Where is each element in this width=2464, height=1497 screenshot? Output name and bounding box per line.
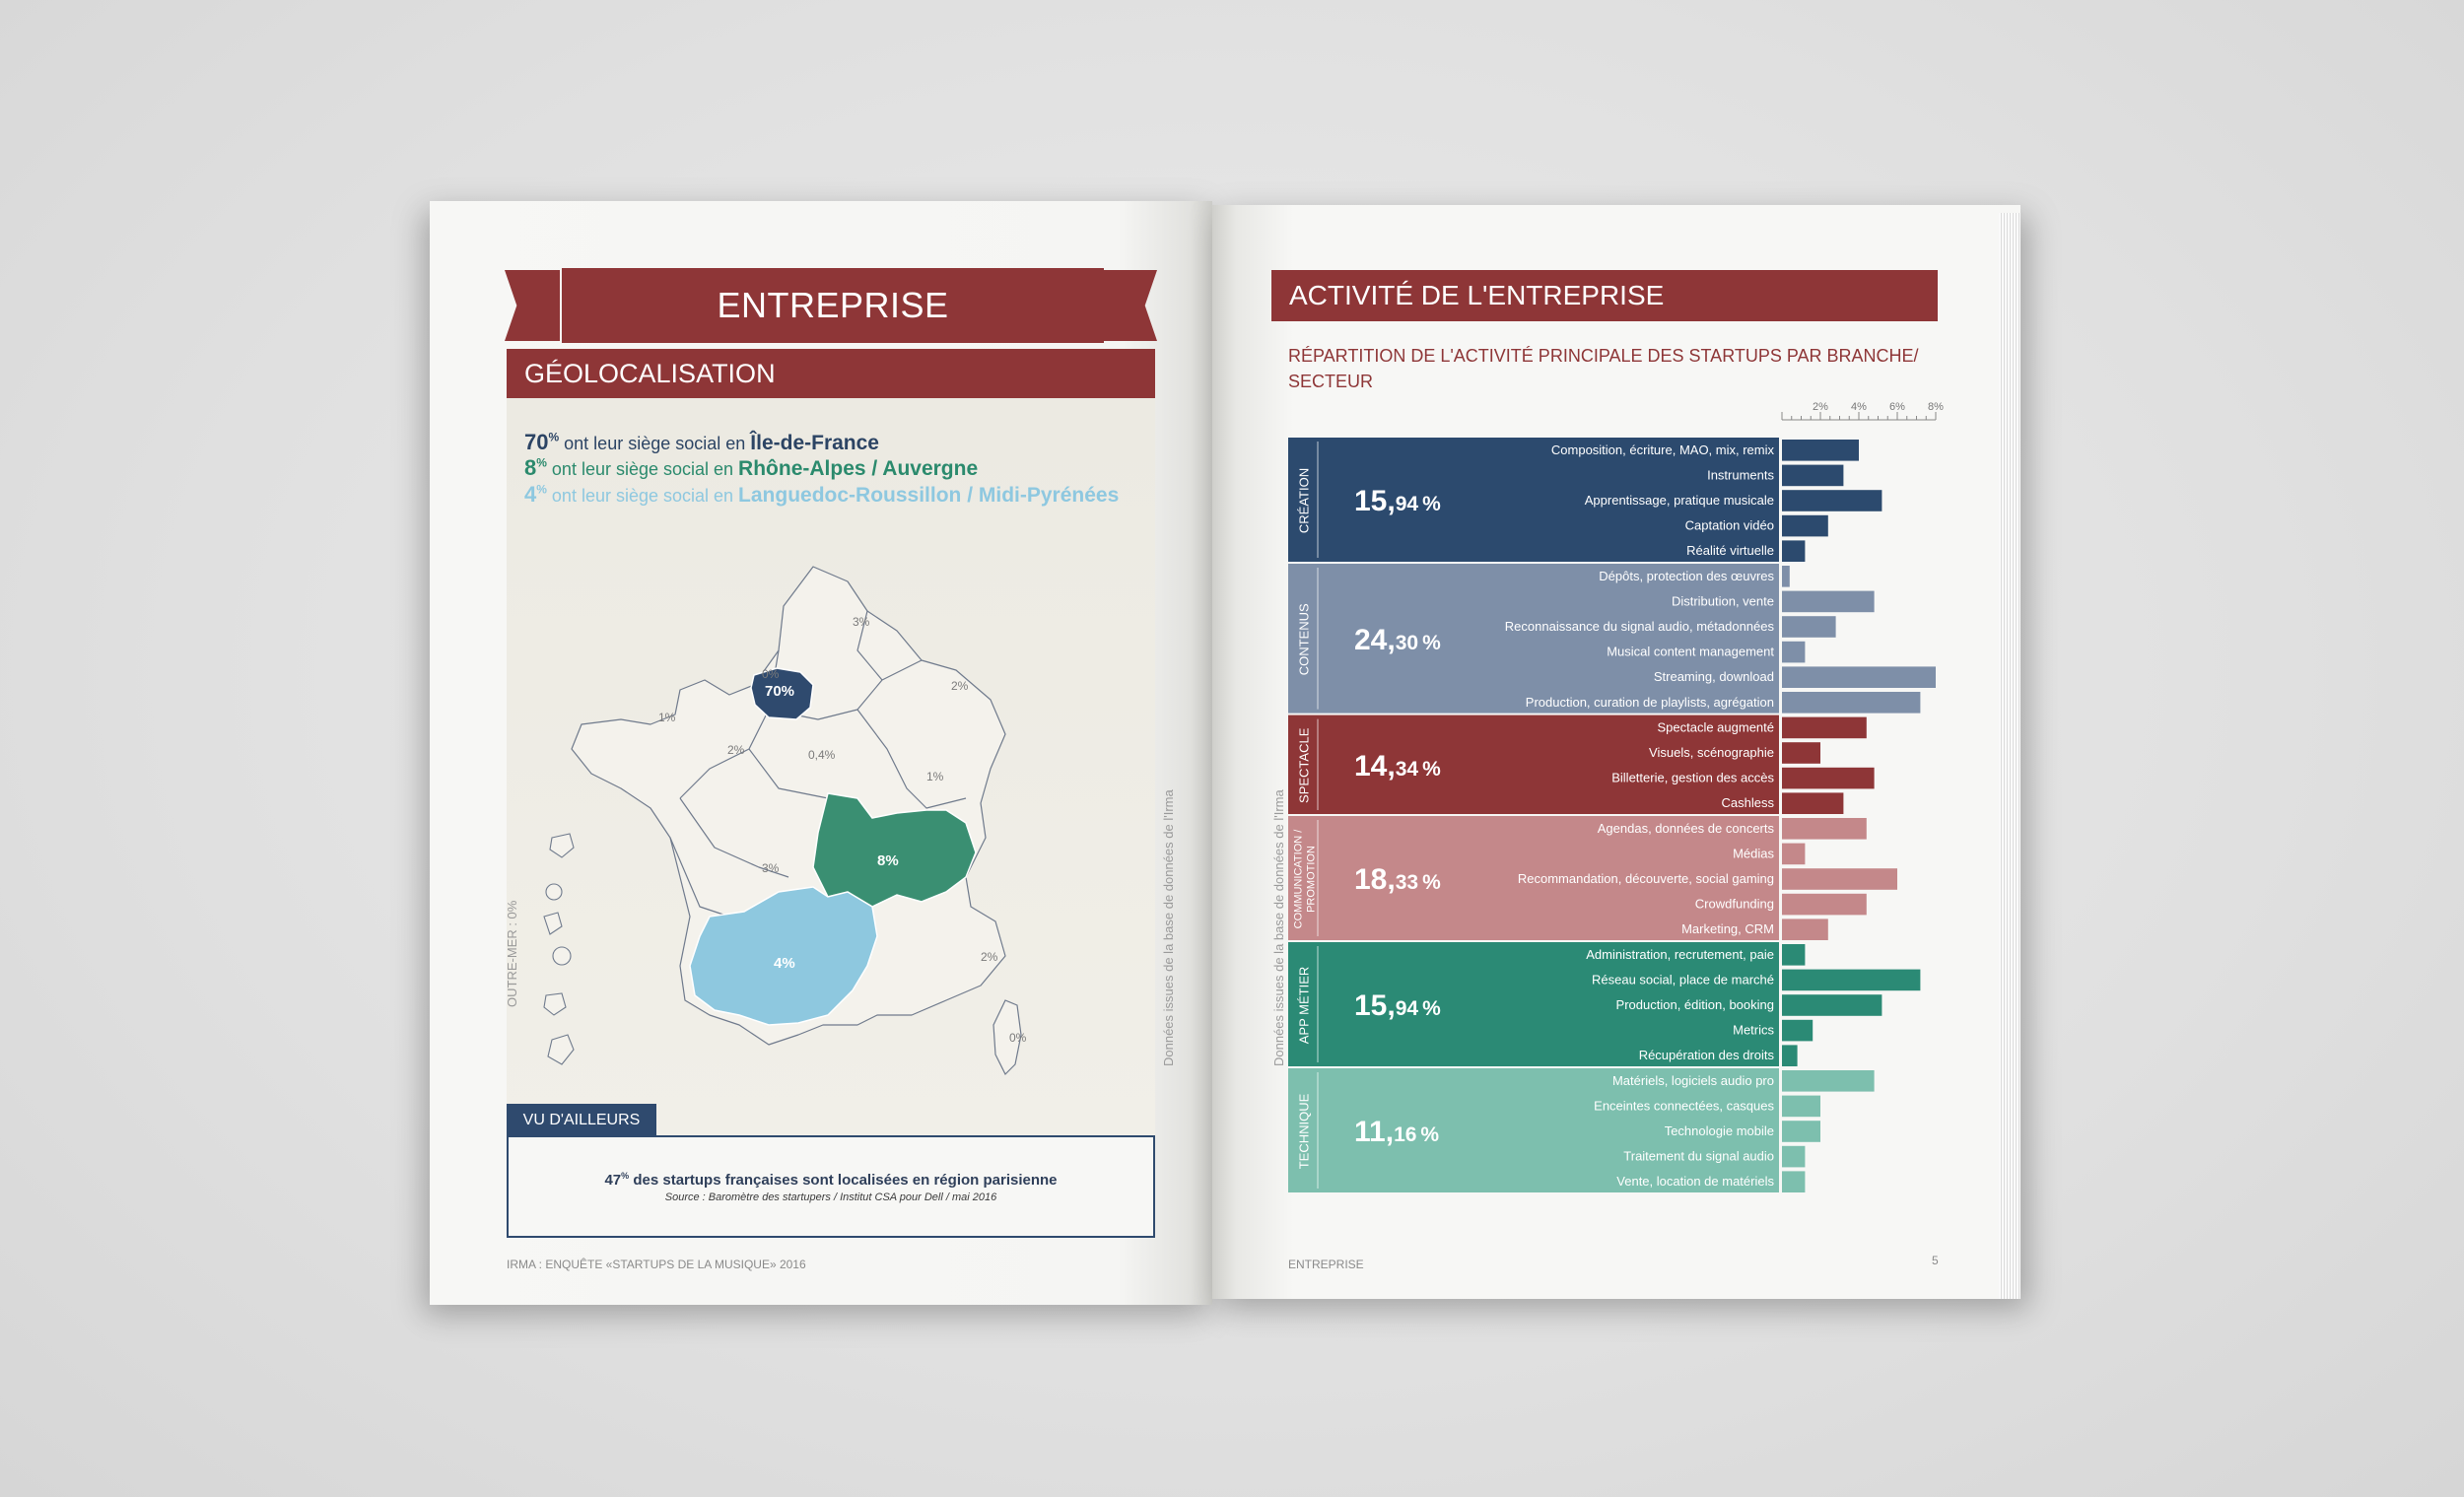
left-side-note: Données issues de la base de données de l'Irma — [1161, 789, 1176, 1066]
left-footer: IRMA : ENQUÊTE «STARTUPS DE LA MUSIQUE» 2016 — [507, 1258, 806, 1271]
item-label: Production, curation de playlists, agrégation — [1525, 694, 1774, 710]
stat-region: Île-de-France — [750, 432, 879, 454]
item-label: Captation vidéo — [1684, 517, 1774, 533]
map-label-paca: 2% — [981, 950, 998, 964]
vu-ailleurs-source: Source : Baromètre des startupers / Institut CSA pour Dell / mai 2016 — [664, 1191, 997, 1203]
stat-percent: 8% — [524, 455, 547, 480]
item-label: Apprentissage, pratique musicale — [1584, 493, 1774, 508]
item-label: Dépôts, protection des œuvres — [1599, 568, 1774, 583]
map-label-aquitaine: 3% — [762, 861, 780, 875]
map-label-idf: 70% — [765, 683, 795, 700]
map-label-ara: 8% — [877, 852, 899, 869]
map-label-corsica: 0% — [1009, 1031, 1027, 1045]
item-bar — [1782, 1070, 1875, 1092]
page-stack-edge — [1999, 213, 2020, 1299]
group-name: SPECTACLE — [1296, 727, 1312, 803]
item-bar — [1782, 717, 1867, 739]
stat-percent: 70% — [524, 430, 560, 454]
map-label-normandy: 0% — [762, 667, 780, 681]
group-total: 15,94 % — [1354, 989, 1441, 1022]
item-bar — [1782, 894, 1867, 916]
vu-ailleurs-box — [507, 1135, 1155, 1238]
item-label: Metrics — [1733, 1022, 1774, 1038]
item-label: Instruments — [1707, 467, 1774, 483]
item-bar — [1782, 692, 1920, 714]
item-label: Agendas, données de concerts — [1597, 820, 1774, 836]
item-bar — [1782, 818, 1867, 840]
vu-ailleurs-text: 47% des startups françaises sont localisées en région parisienne — [604, 1171, 1058, 1189]
overseas-territories — [544, 834, 574, 1064]
item-label: Musical content management — [1607, 644, 1774, 659]
stat-ile-de-france: 70% ont leur siège social en Île-de-France — [524, 430, 879, 454]
page-number: 5 — [1932, 1254, 1939, 1267]
map-label-north: 3% — [853, 615, 870, 629]
item-bar — [1782, 1045, 1798, 1066]
item-label: Enceintes connectées, casques — [1594, 1098, 1774, 1114]
item-bar — [1782, 970, 1920, 991]
item-bar — [1782, 616, 1836, 638]
group-name: TECHNIQUE — [1296, 1093, 1312, 1170]
item-label: Visuels, scénographie — [1649, 745, 1774, 760]
item-label: Récupération des droits — [1638, 1048, 1774, 1063]
group-total: 11,16 % — [1354, 1116, 1440, 1148]
item-bar — [1782, 944, 1805, 966]
chart-title: RÉPARTITION DE L'ACTIVITÉ PRINCIPALE DES STARTUPS PAR BRANCHE/ SECTEUR — [1288, 346, 1919, 391]
group-name: CONTENUS — [1296, 603, 1312, 676]
item-bar — [1782, 768, 1875, 789]
section-title-activite: ACTIVITÉ DE L'ENTREPRISE — [1271, 270, 1938, 321]
item-bar — [1782, 490, 1882, 511]
stat-rhone-alpes: 8% ont leur siège social en Rhône-Alpes / Auvergne — [524, 455, 979, 480]
item-label: Streaming, download — [1653, 669, 1774, 685]
group-total: 15,94 % — [1354, 485, 1441, 517]
france-map — [532, 552, 1064, 1104]
map-label-lrmp: 4% — [774, 955, 795, 972]
item-label: Réalité virtuelle — [1686, 543, 1774, 559]
map-label-centre: 0,4% — [808, 748, 836, 762]
item-label: Composition, écriture, MAO, mix, remix — [1550, 442, 1774, 457]
map-label-east: 2% — [951, 679, 969, 693]
item-bar — [1782, 540, 1805, 562]
vu-ailleurs-tab: VU D'AILLEURS — [507, 1104, 656, 1137]
stat-region: Rhône-Alpes / Auvergne — [738, 457, 979, 480]
outremer-label: OUTRE-MER : 0% — [505, 900, 519, 1007]
item-label: Matériels, logiciels audio pro — [1611, 1072, 1774, 1088]
item-label: Cashless — [1721, 795, 1774, 811]
item-bar — [1782, 465, 1843, 487]
item-bar — [1782, 440, 1859, 461]
item-label: Technologie mobile — [1664, 1123, 1774, 1138]
stat-region: Languedoc-Roussillon / Midi-Pyrénées — [738, 484, 1120, 507]
page-banner-title: ENTREPRISE — [562, 268, 1104, 343]
stat-languedoc: 4% ont leur siège social en Languedoc-Roussillon / Midi-Pyrénées — [524, 482, 1120, 507]
item-bar — [1782, 868, 1897, 890]
item-bar — [1782, 994, 1882, 1016]
axis-tick-label: 8% — [1928, 401, 1944, 413]
item-label: Médias — [1733, 846, 1774, 861]
right-side-note: Données issues de la base de données de l'Irma — [1271, 789, 1286, 1066]
right-footer: ENTREPRISE — [1288, 1258, 1364, 1271]
item-label: Spectacle augmenté — [1657, 719, 1774, 735]
axis-tick-label: 4% — [1851, 401, 1867, 413]
map-label-brittany: 1% — [658, 711, 676, 724]
item-label: Traitement du signal audio — [1623, 1148, 1774, 1164]
item-bar — [1782, 1146, 1805, 1168]
activity-bar-chart — [1281, 398, 1971, 1206]
item-bar — [1782, 1096, 1820, 1118]
map-label-bourgogne: 1% — [926, 770, 944, 783]
item-bar — [1782, 1171, 1805, 1192]
stat-percent: 4% — [524, 482, 547, 507]
item-bar — [1782, 591, 1875, 613]
item-bar — [1782, 515, 1828, 537]
group-total: 18,33 % — [1354, 863, 1441, 896]
group-total: 24,30 % — [1354, 623, 1441, 656]
item-bar — [1782, 919, 1828, 940]
item-label: Crowdfunding — [1694, 896, 1774, 912]
group-name: APP MÉTIER — [1296, 966, 1312, 1045]
item-label: Marketing, CRM — [1681, 921, 1774, 937]
item-label: Billetterie, gestion des accès — [1611, 770, 1774, 785]
item-label: Réseau social, place de marché — [1592, 972, 1774, 987]
item-label: Distribution, vente — [1671, 593, 1774, 609]
item-label: Production, édition, booking — [1615, 997, 1774, 1012]
group-name: COMMUNICATION /PROMOTION — [1292, 829, 1318, 929]
section-title-geolocalisation: GÉOLOCALISATION — [507, 349, 1155, 398]
item-bar — [1782, 742, 1820, 764]
axis-tick-label: 2% — [1813, 401, 1828, 413]
item-label: Administration, recrutement, paie — [1586, 946, 1774, 962]
item-bar — [1782, 1020, 1813, 1042]
item-bar — [1782, 566, 1790, 587]
item-label: Vente, location de matériels — [1616, 1174, 1774, 1190]
item-bar — [1782, 666, 1936, 688]
item-bar — [1782, 1121, 1820, 1142]
item-bar — [1782, 792, 1843, 814]
axis-tick-label: 6% — [1889, 401, 1905, 413]
map-label-loire: 2% — [727, 743, 745, 757]
item-label: Reconnaissance du signal audio, métadonnées — [1504, 619, 1774, 634]
item-bar — [1782, 844, 1805, 865]
group-name: CRÉATION — [1296, 467, 1312, 534]
item-bar — [1782, 642, 1805, 663]
group-total: 14,34 % — [1354, 749, 1441, 783]
item-label: Recommandation, découverte, social gaming — [1517, 871, 1774, 886]
